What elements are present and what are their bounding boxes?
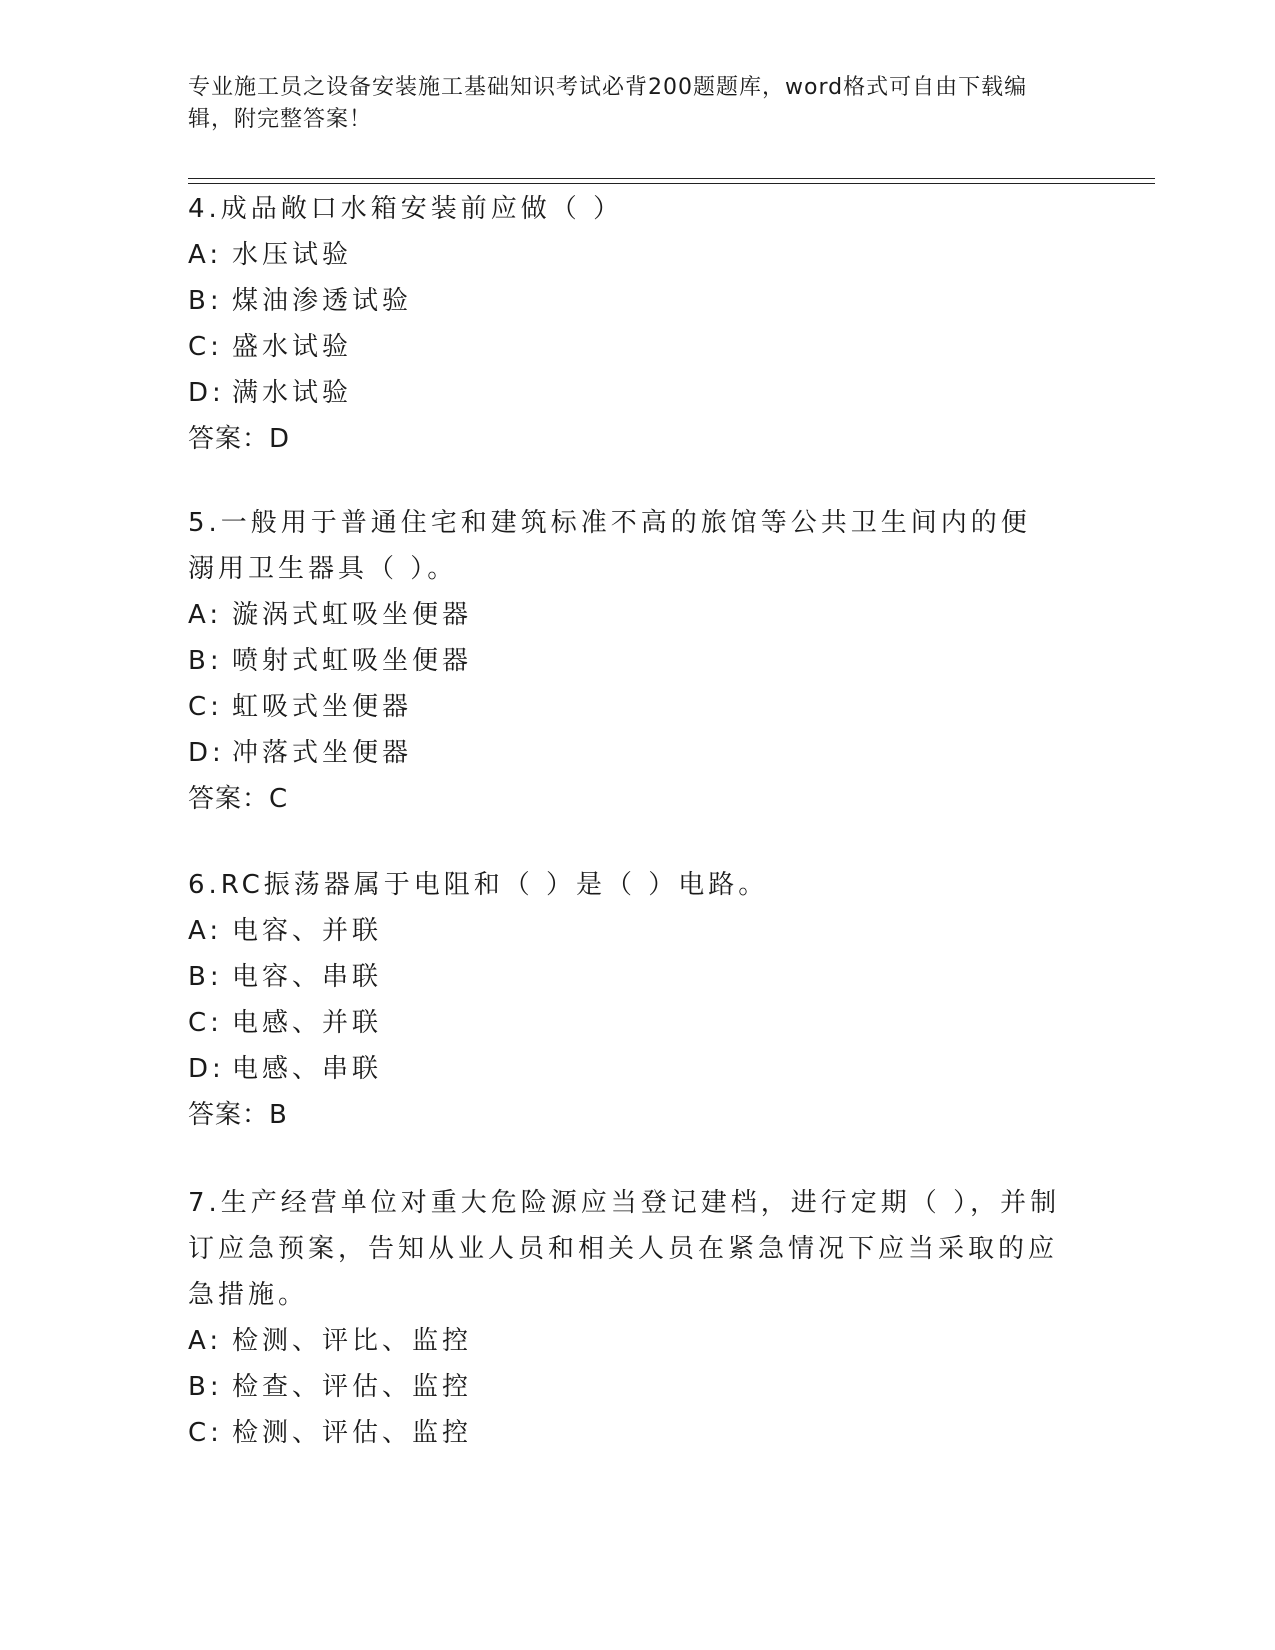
document-header: 专业施工员之设备安装施工基础知识考试必背200题题库，word格式可自由下载编辑，附完整答案！ xyxy=(188,75,1028,132)
option-text: 电感、串联 xyxy=(232,1054,383,1084)
option-text: 检测、评比、监控 xyxy=(232,1326,473,1356)
option-letter: B: xyxy=(188,646,223,676)
option-letter: D: xyxy=(188,738,225,768)
option-text: 漩涡式虹吸坐便器 xyxy=(232,600,473,630)
option-d xyxy=(188,1046,1088,1092)
option-text: 盛水试验 xyxy=(232,332,353,362)
option-text: 虹吸式坐便器 xyxy=(232,692,413,722)
option-text: 煤油渗透试验 xyxy=(232,286,413,316)
option-d xyxy=(188,370,1088,416)
option-text: 检测、评估、监控 xyxy=(232,1418,473,1448)
option-letter: D: xyxy=(188,378,225,408)
option-text: 电感、并联 xyxy=(232,1008,383,1038)
option-letter: A: xyxy=(188,240,223,270)
option-a xyxy=(188,232,1088,278)
option-letter: C: xyxy=(188,692,223,722)
option-text: 喷射式虹吸坐便器 xyxy=(232,646,473,676)
answer: 答案：B xyxy=(188,1100,288,1130)
question-6 xyxy=(188,862,1088,1138)
option-b xyxy=(188,954,1088,1000)
header-divider-top xyxy=(188,178,1155,179)
option-text: 电容、并联 xyxy=(232,916,383,946)
option-b xyxy=(188,638,1048,684)
option-c xyxy=(188,1410,1068,1456)
option-letter: B: xyxy=(188,286,223,316)
question-text: 6.RC振荡器属于电阻和（ ）是（ ）电路。 xyxy=(188,870,769,900)
option-text: 冲落式坐便器 xyxy=(232,738,413,768)
option-text: 检查、评估、监控 xyxy=(232,1372,473,1402)
option-letter: B: xyxy=(188,962,223,992)
option-letter: A: xyxy=(188,916,223,946)
question-text: 7.生产经营单位对重大危险源应当登记建档，进行定期（ ），并制订应急预案，告知从业人员和相关人员在紧急情况下应当采取的应急措施。 xyxy=(188,1188,1061,1310)
question-7 xyxy=(188,1180,1068,1456)
option-letter: B: xyxy=(188,1372,223,1402)
question-4 xyxy=(188,186,1088,462)
header-divider-bottom xyxy=(188,183,1155,184)
option-letter: C: xyxy=(188,1418,223,1448)
option-letter: D: xyxy=(188,1054,225,1084)
option-b xyxy=(188,278,1088,324)
option-text: 电容、串联 xyxy=(232,962,383,992)
question-5 xyxy=(188,500,1048,822)
option-c xyxy=(188,684,1048,730)
question-text: 4.成品敞口水箱安装前应做（ ） xyxy=(188,194,624,224)
option-letter: A: xyxy=(188,600,223,630)
option-letter: A: xyxy=(188,1326,223,1356)
option-text: 水压试验 xyxy=(232,240,353,270)
question-text: 5.一般用于普通住宅和建筑标准不高的旅馆等公共卫生间内的便溺用卫生器具（ ）。 xyxy=(188,508,1031,584)
answer: 答案：D xyxy=(188,424,291,454)
option-a xyxy=(188,592,1048,638)
answer: 答案：C xyxy=(188,784,289,814)
option-d xyxy=(188,730,1048,776)
option-letter: C: xyxy=(188,332,223,362)
option-c xyxy=(188,324,1088,370)
option-letter: C: xyxy=(188,1008,223,1038)
option-text: 满水试验 xyxy=(232,378,353,408)
option-a xyxy=(188,908,1088,954)
option-b xyxy=(188,1364,1068,1410)
option-a xyxy=(188,1318,1068,1364)
option-c xyxy=(188,1000,1088,1046)
